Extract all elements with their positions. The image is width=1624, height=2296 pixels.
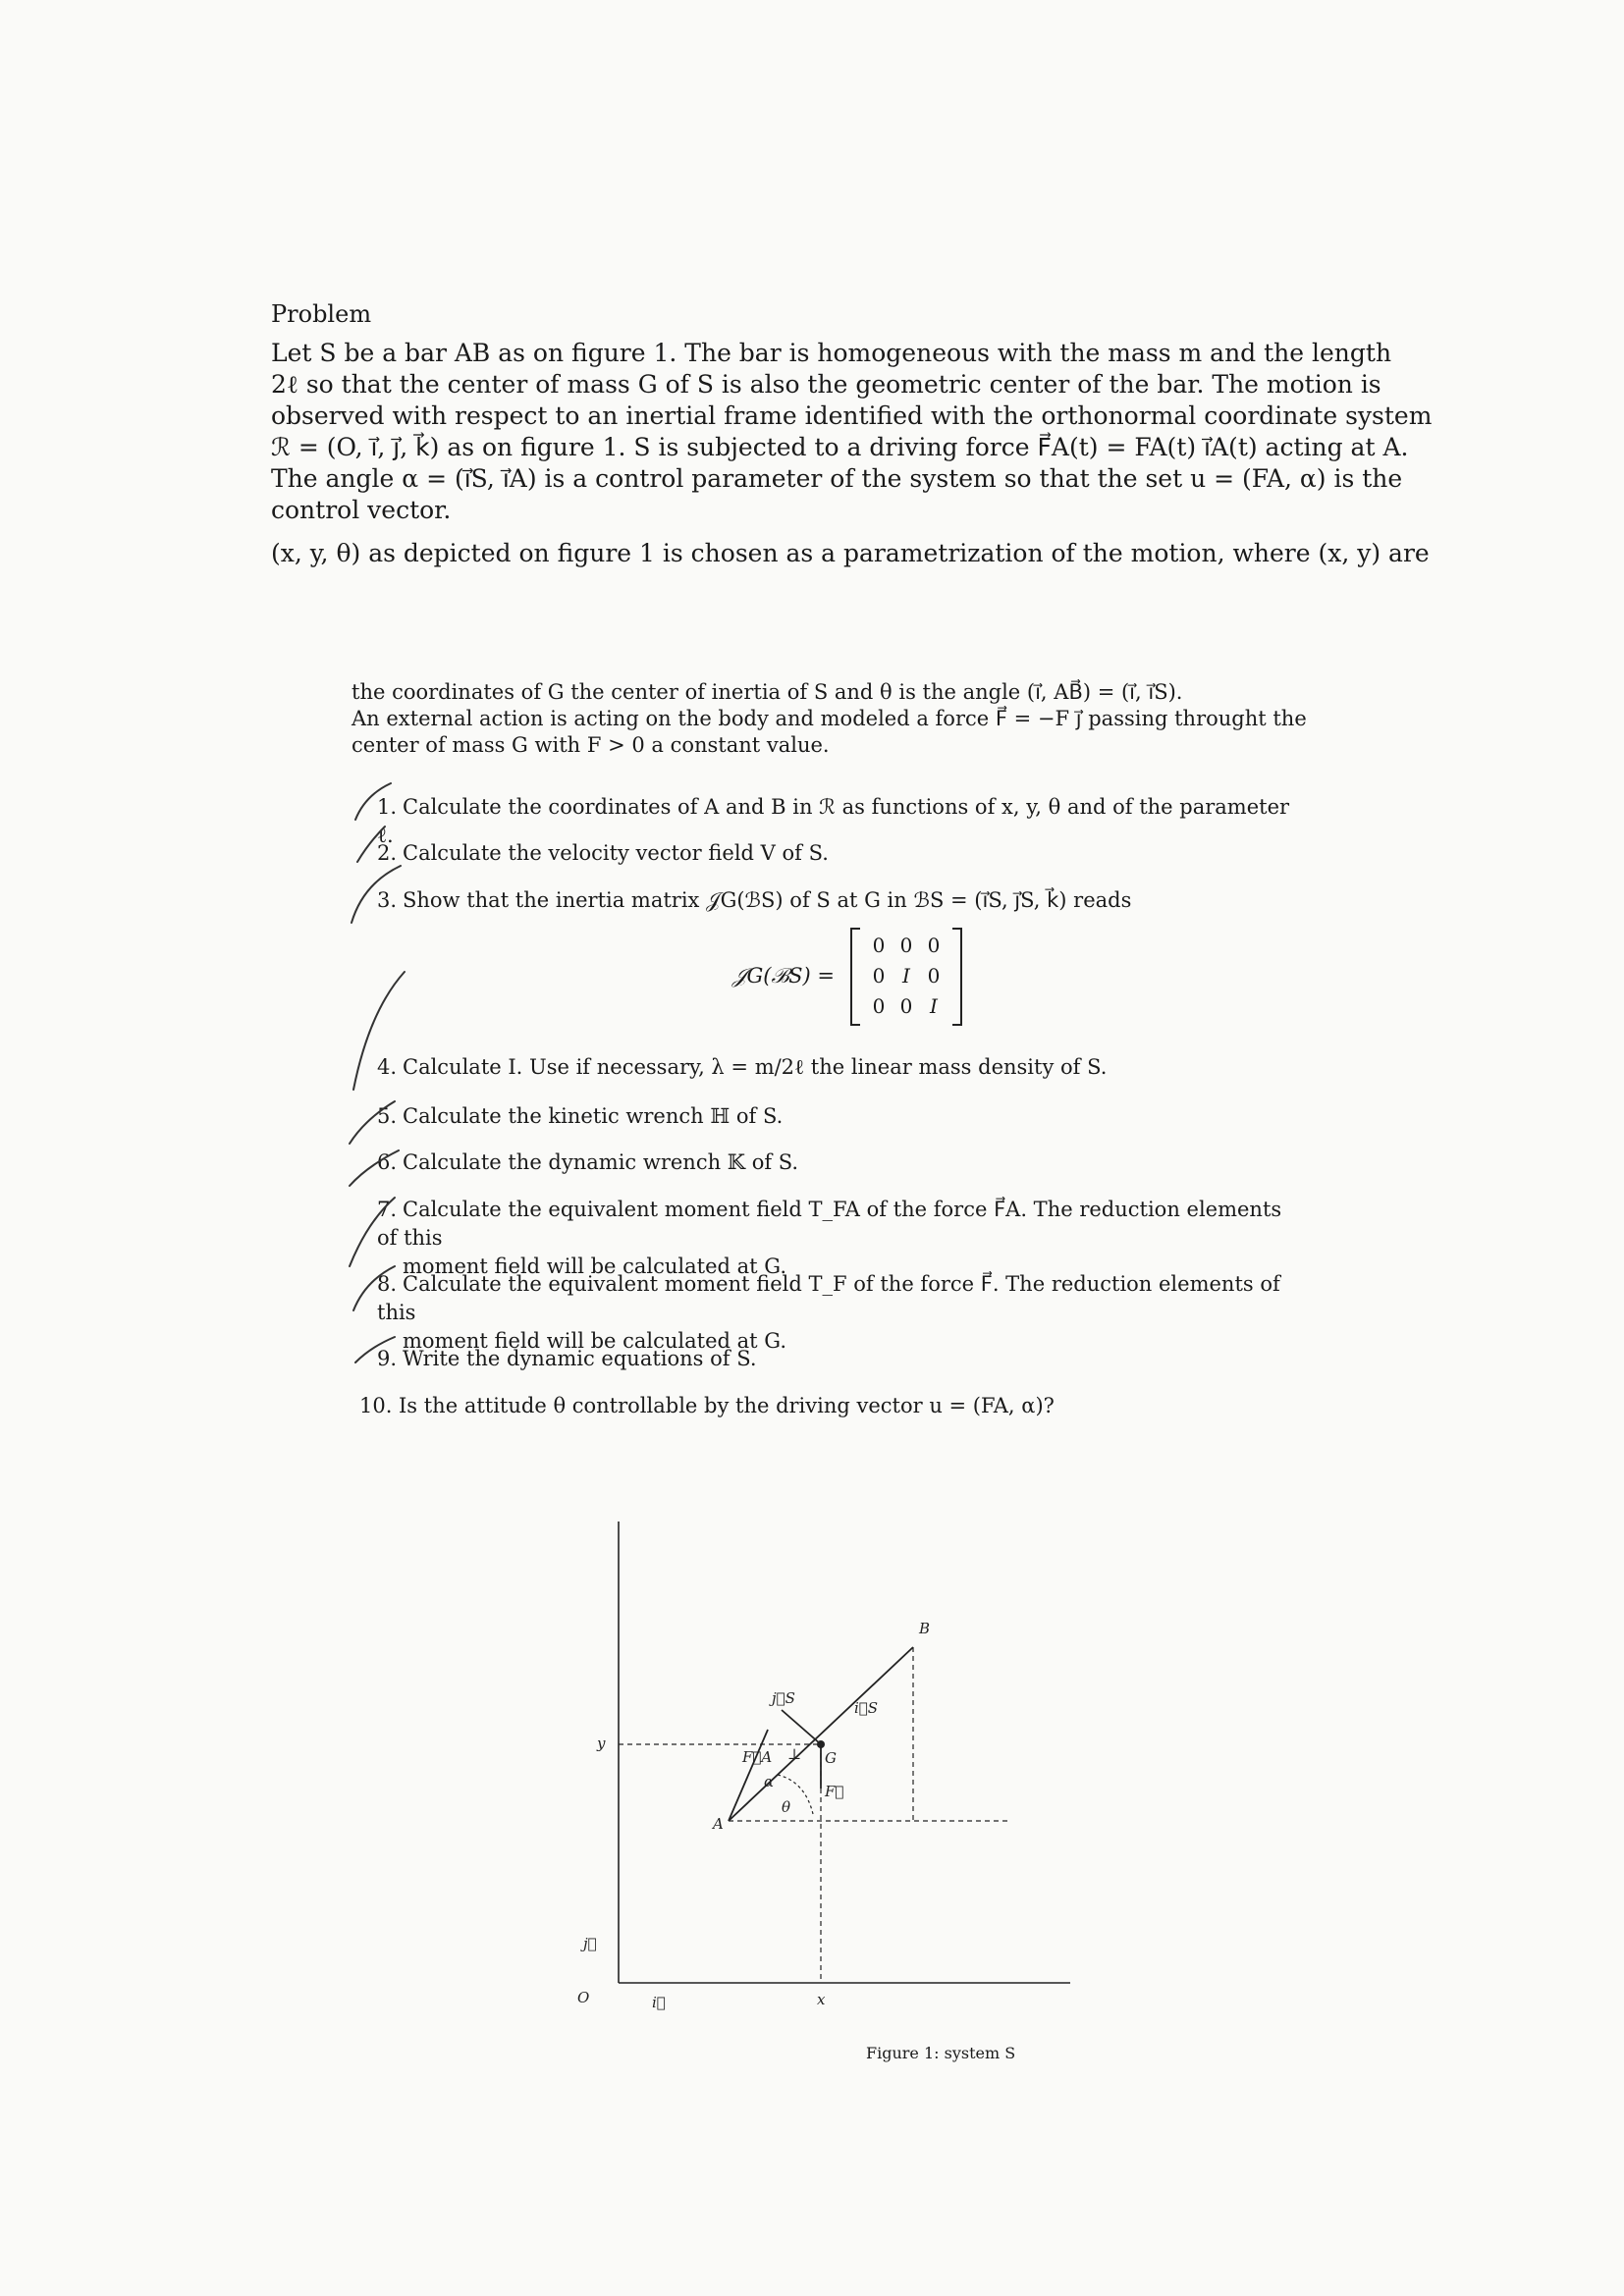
label-o: O [577, 1989, 590, 2006]
question-4 [377, 1053, 1290, 1082]
question-text: Calculate the equivalent moment field T_FA of the force F⃗A. The reduction elements of this [377, 1198, 1282, 1250]
handwritten-check-marks [344, 766, 432, 1453]
question-number: 9. [377, 1347, 398, 1370]
question-number: 10. [359, 1394, 393, 1417]
intro-paragraph [271, 338, 1432, 526]
label-js: j⃗S [772, 1689, 795, 1707]
intro-line: ℛ = (O, i⃗, j⃗, k⃗) as on figure 1. S is subjected to a driving force F⃗A(t) = FA(t) i⃗A(t) acting at A. [271, 433, 1409, 461]
problem-title: Problem [271, 300, 372, 328]
figure-system-s [550, 1502, 1080, 2052]
check-mark-3 [352, 866, 401, 923]
continuation-line: the coordinates of G the center of inertia of S and θ is the angle (i⃗, AB⃗) = (i⃗, i⃗S). [352, 680, 1183, 704]
label-alpha: α [764, 1773, 775, 1790]
question-text-cont: moment field will be calculated at G. [403, 1329, 786, 1353]
question-number: 6. [377, 1150, 398, 1174]
question-text: Calculate the velocity vector field V of S. [403, 841, 829, 865]
label-g: G [825, 1749, 837, 1767]
label-perp: ⊥ [787, 1745, 802, 1763]
matrix-cell: 0 [872, 994, 886, 1018]
question-text: Is the attitude θ controllable by the driving vector u = (FA, α)? [399, 1394, 1055, 1417]
question-2 [377, 839, 1290, 868]
question-text: Calculate the equivalent moment field T_F of the force F⃗. The reduction elements of this [377, 1272, 1280, 1324]
intro-line: observed with respect to an inertial frame identified with the orthonormal coordinate system [271, 401, 1433, 430]
question-6 [377, 1148, 1290, 1177]
question-text: Write the dynamic equations of S. [403, 1347, 757, 1370]
label-j: j⃗ [583, 1935, 597, 1952]
figure-caption: Figure 1: system S [866, 2044, 1016, 2062]
question-number: 5. [377, 1104, 398, 1128]
matrix-cell: 0 [899, 934, 913, 957]
inertia-matrix [850, 928, 962, 1026]
matrix-cell: 0 [927, 934, 941, 957]
label-is: i⃗S [854, 1699, 879, 1717]
matrix-cell: 0 [927, 964, 941, 988]
matrix-label: 𝒥G(ℬS) = [732, 964, 835, 988]
question-10 [359, 1392, 1272, 1420]
check-mark-4 [353, 972, 405, 1090]
question-text: Calculate the dynamic wrench 𝕂 of S. [403, 1150, 799, 1174]
question-5 [377, 1102, 1290, 1131]
check-mark-1 [355, 783, 391, 820]
question-8 [377, 1270, 1290, 1356]
intro-line: The angle α = (i⃗S, i⃗A) is a control parameter of the system so that the set u = (FA, α) is the [271, 464, 1403, 493]
label-fa: F⃗A [742, 1748, 773, 1766]
question-number: 4. [377, 1055, 398, 1079]
check-mark-8 [353, 1266, 395, 1310]
check-mark-9 [355, 1337, 395, 1362]
check-mark-5 [350, 1101, 395, 1144]
intro-line: Let S be a bar AB as on figure 1. The bar is homogeneous with the mass m and the length [271, 339, 1392, 367]
intro-line: control vector. [271, 496, 452, 524]
label-i: i⃗ [652, 1994, 666, 2011]
question-text: Calculate the kinetic wrench ℍ of S. [403, 1104, 784, 1128]
question-number: 7. [377, 1198, 398, 1221]
js-line [782, 1710, 821, 1744]
question-3 [377, 886, 1290, 915]
label-theta: θ [782, 1798, 791, 1816]
question-7 [377, 1196, 1290, 1281]
matrix-cell: I [930, 994, 938, 1018]
label-y: y [597, 1735, 606, 1752]
force-fa-arrow [729, 1730, 768, 1821]
label-f: F⃗ [825, 1783, 844, 1800]
intro-line: 2ℓ so that the center of mass G of S is also the geometric center of the bar. The motion is [271, 370, 1381, 399]
check-mark-6 [350, 1150, 399, 1186]
question-number: 2. [377, 841, 398, 865]
parametrization-line: (x, y, θ) as depicted on figure 1 is chosen as a parametrization of the motion, where (x, y) are [271, 539, 1430, 567]
label-x: x [817, 1991, 826, 2008]
matrix-cell: 0 [872, 934, 886, 957]
check-mark-2 [357, 827, 385, 862]
continuation-paragraph [352, 679, 1307, 759]
label-a: A [713, 1815, 724, 1833]
center-of-mass-g [817, 1740, 825, 1748]
continuation-line: center of mass G with F > 0 a constant value. [352, 733, 830, 757]
question-number: 1. [377, 795, 398, 819]
continuation-line: An external action is acting on the body and modeled a force F⃗ = −F j⃗ passing throught the [352, 707, 1307, 730]
question-9 [377, 1345, 1290, 1373]
question-text: Show that the inertia matrix 𝒥G(ℬS) of S at G in ℬS = (i⃗S, j⃗S, k⃗) reads [403, 888, 1132, 912]
matrix-cell: 0 [872, 964, 886, 988]
label-b: B [919, 1620, 931, 1637]
question-text: Calculate the coordinates of A and B in ℛ as functions of x, y, θ and of the parameter ℓ. [377, 795, 1290, 847]
question-number: 3. [377, 888, 398, 912]
matrix-cell: I [902, 964, 910, 988]
check-mark-7 [350, 1198, 395, 1266]
bar-ab [729, 1647, 913, 1821]
question-text: Calculate I. Use if necessary, λ = m/2ℓ the linear mass density of S. [403, 1055, 1108, 1079]
question-text-cont: moment field will be calculated at G. [403, 1255, 786, 1278]
question-number: 8. [377, 1272, 398, 1296]
matrix-cell: 0 [899, 994, 913, 1018]
